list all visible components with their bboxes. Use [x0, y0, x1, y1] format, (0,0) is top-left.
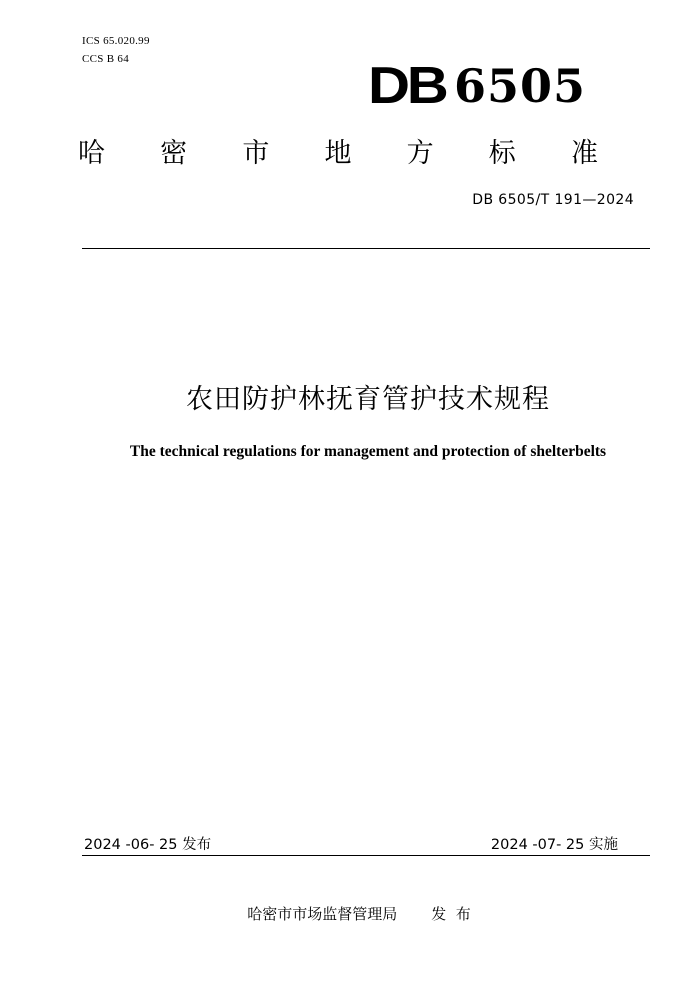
- standard-type-char: 方: [406, 138, 434, 169]
- top-divider: [82, 248, 650, 249]
- standard-code-prefix: DB: [368, 57, 446, 115]
- standard-type-char: 标: [488, 138, 516, 169]
- ics-code: ICS 65.020.99: [82, 35, 150, 47]
- document-title-chinese: 农田防护林抚育管护技术规程: [186, 384, 550, 415]
- issuer-name: 哈密市市场监督管理局: [247, 905, 398, 923]
- bottom-divider: [82, 855, 650, 856]
- standard-type-char: 哈: [78, 138, 105, 169]
- standard-code-number: 6505: [454, 59, 587, 113]
- issue-date: 2024 -06- 25 发布: [84, 837, 212, 853]
- ccs-code: CCS B 64: [82, 53, 130, 65]
- standard-type-char: 准: [570, 138, 598, 169]
- standard-type-char: 市: [242, 138, 270, 169]
- issuer-line: [0, 904, 700, 924]
- issuer-action: 发 布: [431, 905, 471, 923]
- document-title-english: The technical regulations for management and protection of shelterbelts: [129, 443, 607, 460]
- standard-code-logo: [368, 58, 608, 114]
- standard-number: DB 6505/T 191—2024: [472, 192, 634, 208]
- standard-type-char: 密: [160, 138, 188, 169]
- standard-type-heading: [78, 136, 598, 172]
- standard-type-char: 地: [324, 138, 352, 169]
- implementation-date: 2024 -07- 25 实施: [490, 837, 618, 853]
